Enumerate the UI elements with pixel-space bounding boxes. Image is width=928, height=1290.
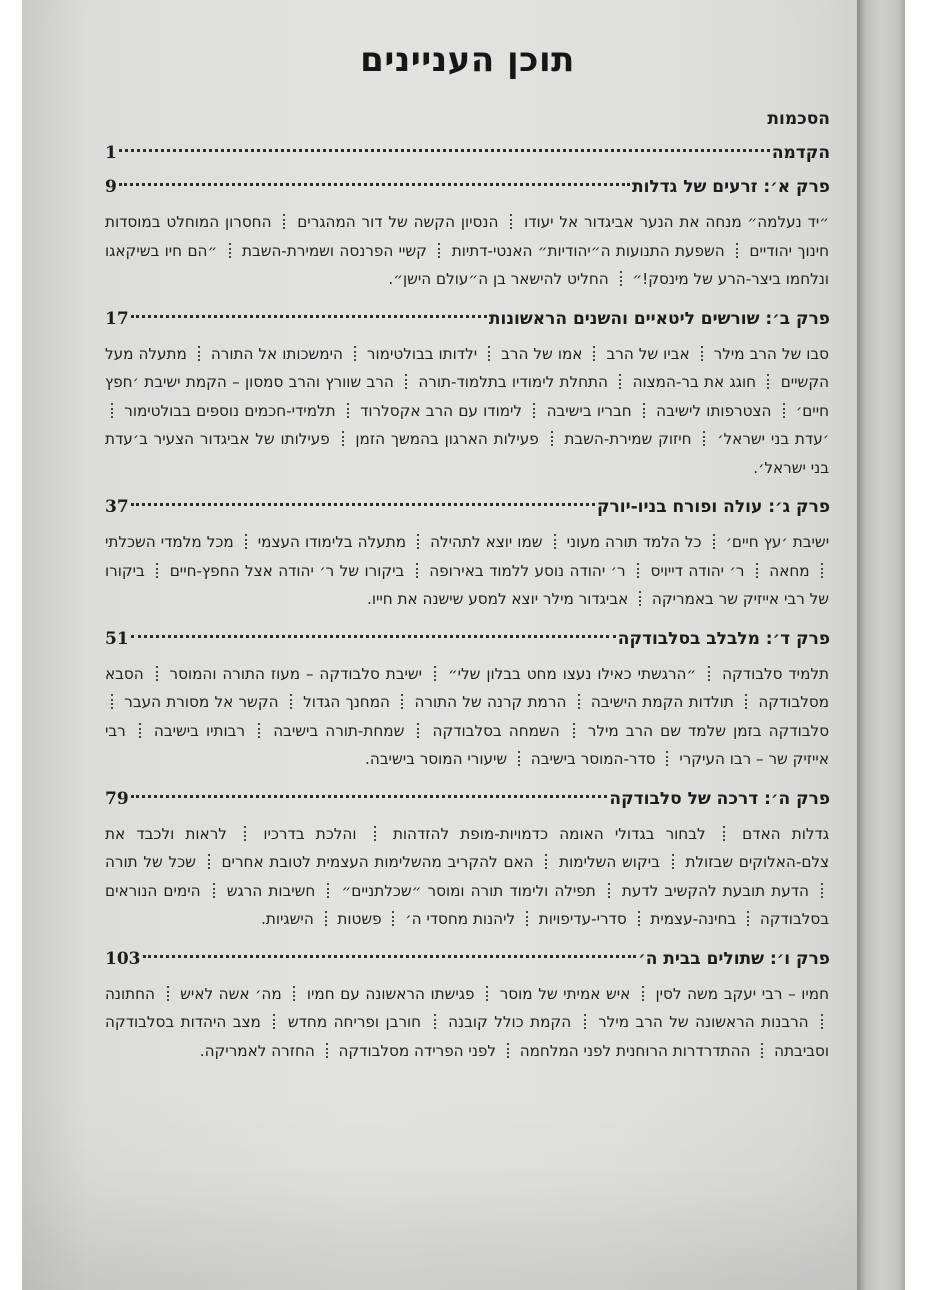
toc-entry-label: פרק ב׳: שורשים ליטאיים והשנים הראשונות — [488, 308, 830, 329]
dotted-separator-icon — [405, 374, 407, 389]
dotted-separator-icon — [273, 1014, 275, 1029]
dotted-separator-icon — [783, 403, 785, 418]
topic-item: הצטרפותו לישיבה — [656, 401, 772, 420]
topic-item: רבי אייזיק שר – רבו העיקרי — [105, 721, 829, 768]
dotted-separator-icon — [198, 346, 200, 361]
dotted-separator-icon — [258, 723, 260, 738]
dotted-separator-icon — [821, 563, 823, 578]
dotted-separator-icon — [438, 243, 440, 258]
topic-item: אמו של הרב — [501, 344, 583, 363]
dotted-separator-icon — [342, 431, 344, 446]
dotted-separator-icon — [518, 751, 520, 766]
dotted-separator-icon — [111, 403, 113, 418]
dotted-separator-icon — [293, 986, 295, 1001]
toc-page-number: 37 — [105, 497, 129, 517]
toc-chapter — [105, 490, 830, 614]
dotted-separator-icon — [554, 534, 556, 549]
topic-item: שיעורי המוסר בישיבה. — [365, 750, 508, 768]
topic-item: ישיבת ׳עץ חיים׳ — [725, 533, 830, 551]
topic-item: לפני הפרידה מסלבודקה — [338, 1041, 497, 1060]
topic-item: והלכת בדרכיו — [263, 824, 357, 843]
topic-item: מתעלה מעל הקשיים — [105, 344, 830, 391]
toc-entry-label: פרק ד׳: מלבלב בסלבודקה — [617, 628, 830, 649]
dotted-separator-icon — [703, 431, 705, 446]
dotted-separator-icon — [642, 986, 644, 1001]
topic-item: מה׳ אשה לאיש — [180, 984, 282, 1003]
topic-item: אביו של הרב — [606, 344, 690, 363]
topic-item: ביקוש השלימות — [559, 853, 660, 871]
topic-item: ״יד נעלמה״ מנחה את הנער אביגדור אל יעודו — [524, 213, 830, 231]
dotted-separator-icon — [619, 374, 621, 389]
dotted-separator-icon — [573, 723, 575, 738]
dotted-separator-icon — [156, 666, 158, 681]
topic-item: חמיו – רבי יעקב משה לסין — [655, 984, 830, 1003]
dotted-separator-icon — [111, 694, 113, 709]
topic-item: הרב שוורץ והרב סמסון – הקמת ישיבת ׳חפץ חיים׳ — [105, 373, 830, 420]
topic-item: פעילות הארגון בהמשך הזמן — [355, 430, 539, 448]
topic-item: ההתדרדרות הרוחנית לפני המלחמה — [519, 1041, 751, 1060]
dotted-separator-icon — [139, 723, 141, 738]
dotted-separator-icon — [416, 563, 418, 578]
topic-item: ר׳ יהודה נוסע ללמוד באירופה — [429, 561, 626, 580]
topic-item: הרבנות הראשונה של הרב מילר — [598, 1013, 809, 1031]
topic-item: הימשכותו אל התורה — [210, 344, 343, 363]
topic-item: שמחת-תורה בישיבה — [273, 721, 405, 740]
topic-item: תולדות הקמת הישיבה — [590, 693, 734, 711]
topic-item: לימודו עם הרב אקסלרוד — [360, 401, 523, 420]
topic-item: שכל של תורה — [105, 853, 196, 871]
dotted-separator-icon — [638, 911, 640, 926]
dotted-separator-icon — [578, 694, 580, 709]
toc-page-number: 1 — [105, 143, 117, 163]
dotted-separator-icon — [756, 563, 758, 578]
dotted-separator-icon — [643, 403, 645, 418]
dotted-separator-icon — [374, 826, 376, 841]
topic-item: הסבא מסלבודקה — [105, 664, 830, 711]
dotted-separator-icon — [434, 666, 436, 681]
dotted-separator-icon — [767, 374, 769, 389]
topic-item: תפילה ולימוד תורה ומוסר ״שכלתניים״ — [341, 881, 596, 900]
topic-item: הימים הנוראים בסלבודקה — [105, 881, 829, 928]
dotted-separator-icon — [229, 243, 231, 258]
topic-item: אביגדור מילר יוצא למסע שישנה את חייו. — [367, 590, 629, 608]
topic-item: חורבן ופריחה מחדש — [287, 1013, 422, 1031]
toc-entry-chapter-5 — [105, 782, 830, 816]
toc-entry-chapter-2 — [105, 302, 830, 336]
topic-item: ליהנות מחסדי ה׳ — [405, 910, 516, 928]
dotted-separator-icon — [745, 694, 747, 709]
dotted-separator-icon — [290, 694, 292, 709]
dotted-separator-icon — [417, 534, 419, 549]
topic-item: החסרון המוחלט במוסדות חינוך יהודיים — [105, 213, 830, 260]
topic-item: מתעלה בלימודו העצמי — [257, 533, 407, 551]
topic-item: חוגג את בר-המצוה — [632, 373, 757, 391]
toc-chapter — [105, 622, 830, 774]
toc-page-number: 51 — [105, 628, 129, 649]
topic-item: גדלות האדם — [742, 824, 830, 843]
topic-item: הנסיון הקשה של דור המהגרים — [297, 213, 499, 231]
dotted-separator-icon — [672, 854, 674, 869]
topic-item: החזרה לאמריקה. — [199, 1041, 315, 1060]
dotted-separator-icon — [736, 243, 738, 258]
toc-chapter — [105, 302, 830, 483]
topic-item: האם להקריב מהשלימות העצמית לטובת אחרים — [221, 853, 534, 871]
dotted-separator-icon — [821, 1014, 823, 1029]
dotted-separator-icon — [545, 854, 547, 869]
topic-item: הישגיות. — [261, 910, 314, 928]
table-of-contents — [105, 40, 830, 1073]
chapter-topics — [105, 340, 830, 483]
dotted-separator-icon — [417, 723, 419, 738]
dotted-separator-icon — [325, 911, 327, 926]
dotted-separator-icon — [761, 1043, 763, 1058]
topic-item: תלמיד סלבודקה — [722, 664, 830, 683]
topic-item: סלבודקה בזמן שלמד שם הרב מילר — [587, 721, 830, 740]
toc-entry-label: פרק ג׳: עולה ופורח בניו-יורק — [597, 497, 830, 517]
dotted-separator-icon — [507, 1043, 509, 1058]
dot-leader — [131, 503, 595, 506]
topic-item: סבו של הרב מילר — [713, 344, 830, 363]
topic-item: החליט להישאר בן ה״עולם הישן״. — [388, 270, 609, 288]
topic-item: לבחור בגדולי האומה כדמויות-מופת להזדהות — [392, 824, 706, 843]
chapter-topics — [105, 660, 830, 774]
topic-item: חבריו בישיבה — [546, 401, 632, 420]
topic-item: רבותיו בישיבה — [153, 721, 246, 740]
topic-item: התחלת לימודיו בתלמוד-תורה — [418, 373, 608, 391]
toc-entry-label: הסכמות — [767, 109, 830, 129]
dotted-separator-icon — [620, 271, 622, 286]
dotted-separator-icon — [283, 214, 285, 229]
topic-item: בחינה-עצמית — [650, 910, 737, 928]
topic-item: פשטות — [337, 910, 382, 928]
dotted-separator-icon — [637, 563, 639, 578]
chapter-topics — [105, 208, 830, 294]
toc-page-number: 9 — [105, 177, 117, 197]
dotted-separator-icon — [488, 346, 490, 361]
dotted-separator-icon — [821, 883, 823, 898]
topic-item: פגישתו הראשונה עם חמיו — [306, 984, 475, 1003]
dotted-separator-icon — [156, 563, 158, 578]
topic-item: מכל מלמדי השכלתי — [105, 533, 234, 551]
dotted-separator-icon — [551, 431, 553, 446]
dot-leader — [131, 635, 616, 638]
dotted-separator-icon — [326, 1043, 328, 1058]
topic-item: הקשר אל מסורת העבר — [124, 693, 279, 711]
topic-item: כל הלמד תורה מעוני — [566, 533, 702, 551]
dotted-separator-icon — [526, 911, 528, 926]
dotted-separator-icon — [701, 346, 703, 361]
topic-item: סדר-המוסר בישיבה — [530, 750, 656, 768]
dotted-separator-icon — [327, 883, 329, 898]
dotted-separator-icon — [245, 534, 247, 549]
dotted-separator-icon — [608, 883, 610, 898]
topic-item: ביקורו של רבי אייזיק שר באמריקה — [105, 561, 829, 608]
toc-entry-label: הקדמה — [771, 143, 830, 163]
toc-entry-chapter-1 — [105, 170, 830, 204]
dotted-separator-icon — [167, 986, 169, 1001]
dot-leader — [119, 149, 770, 152]
topic-item: החתונה — [105, 984, 155, 1003]
dotted-separator-icon — [584, 1014, 586, 1029]
topic-item: שמו יוצא לתהילה — [430, 533, 543, 551]
topic-item: סדרי-עדיפויות — [538, 910, 627, 928]
dot-leader — [131, 795, 608, 798]
toc-chapter — [105, 942, 830, 1066]
topic-item: הדעת תובעת להקשיב לדעת — [621, 881, 809, 900]
toc-page-number: 103 — [105, 948, 141, 969]
toc-entry-label: פרק ה׳: דרכה של סלבודקה — [609, 788, 830, 809]
toc-entry-label: פרק ו׳: שתולים בבית ה׳ — [638, 948, 830, 969]
toc-page-number: 17 — [105, 308, 129, 329]
topic-item: הקמת כולל קובנה — [448, 1013, 572, 1031]
topic-item: ישיבת סלבודקה – מעוז התורה והמוסר — [169, 664, 423, 683]
topic-item: פעילותו של אביגדור הצעיר ב׳עדת בני ישראל׳. — [105, 430, 829, 477]
dotted-separator-icon — [713, 534, 715, 549]
topic-item: השמחה בסלבודקה — [432, 721, 560, 740]
topic-item: ר׳ יהודה דייויס — [650, 561, 745, 580]
book-edge — [857, 0, 905, 1290]
dotted-separator-icon — [510, 214, 512, 229]
toc-page-number: 79 — [105, 788, 129, 809]
toc-chapter — [105, 170, 830, 294]
dotted-separator-icon — [639, 591, 641, 606]
dotted-separator-icon — [354, 346, 356, 361]
toc-entry-label: פרק א׳: זרעים של גדלות — [631, 177, 830, 197]
dotted-separator-icon — [708, 666, 710, 681]
topic-item: איש אמיתי של מוסר — [499, 984, 631, 1003]
toc-entry-chapter-6 — [105, 942, 830, 976]
dotted-separator-icon — [244, 826, 246, 841]
topic-item: השפעת התנועות ה״יהודיות״ האנטי-דתיות — [451, 241, 725, 260]
topic-item: ׳עדת בני ישראל׳ — [717, 430, 830, 448]
dot-leader — [131, 315, 487, 318]
dotted-separator-icon — [593, 346, 595, 361]
dotted-separator-icon — [666, 751, 668, 766]
dotted-separator-icon — [213, 883, 215, 898]
topic-item: חשיבות הרגש — [226, 881, 316, 900]
topic-item: ילדותו בבולטימור — [366, 344, 478, 363]
dotted-separator-icon — [208, 854, 210, 869]
dotted-separator-icon — [747, 911, 749, 926]
dotted-separator-icon — [401, 694, 403, 709]
dotted-separator-icon — [434, 1014, 436, 1029]
dotted-separator-icon — [392, 911, 394, 926]
toc-entry-approbations — [105, 102, 830, 136]
topic-item: הרמת קרנה של התורה — [414, 693, 567, 711]
topic-item: ״הרגשתי כאילו נעצו מחט בבלון שלי״ — [447, 664, 697, 683]
topic-item: תלמידי-חכמים נוספים בבולטימור — [124, 401, 336, 420]
toc-entry-introduction — [105, 136, 830, 170]
topic-item: מחאה — [769, 561, 810, 580]
topic-item: מצב היהדות בסלבודקה וסביבתה — [105, 1013, 829, 1060]
dotted-separator-icon — [486, 986, 488, 1001]
topic-item: ביקורו של ר׳ יהודה אצל החפץ-חיים — [169, 561, 405, 580]
toc-entry-chapter-4 — [105, 622, 830, 656]
topic-item: קשיי הפרנסה ושמירת-השבת — [241, 241, 427, 260]
dot-leader — [143, 955, 637, 958]
chapter-topics — [105, 980, 830, 1066]
chapter-topics — [105, 820, 830, 934]
page-title: תוכן העניינים — [360, 40, 575, 80]
toc-chapter — [105, 782, 830, 934]
topic-item: חיזוק שמירת-השבת — [564, 430, 692, 448]
dotted-separator-icon — [533, 403, 535, 418]
dotted-separator-icon — [723, 826, 725, 841]
dotted-separator-icon — [347, 403, 349, 418]
topic-item: לראות ולכבד את צלם-האלוקים שבזולת — [105, 824, 830, 871]
dot-leader — [119, 183, 630, 186]
topic-item: ״הם חיו בשיקאגו ונלחמו ביצר-הרע של מינסק!״ — [105, 241, 829, 288]
toc-entry-chapter-3 — [105, 490, 830, 524]
chapter-topics — [105, 528, 830, 614]
topic-item: המחנך הגדול — [303, 693, 390, 711]
